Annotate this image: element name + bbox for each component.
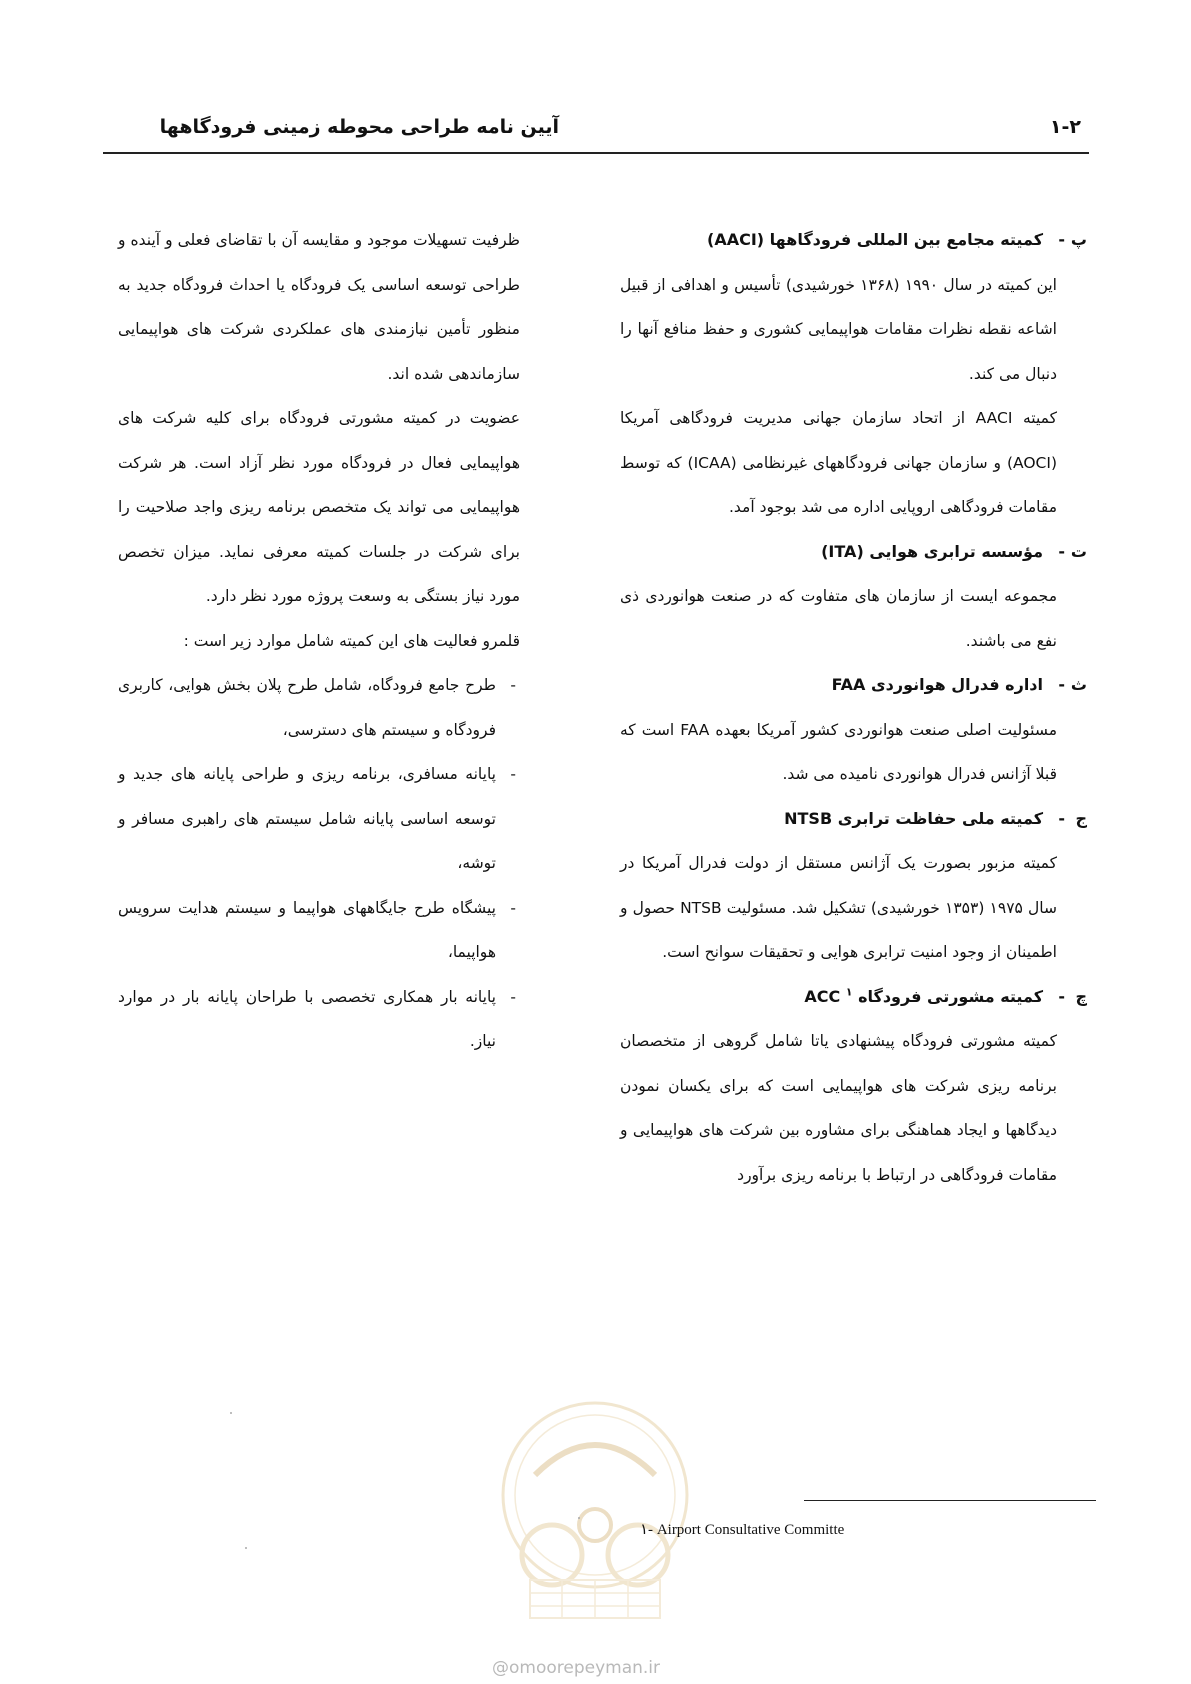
section-letter: ت <box>1070 541 1087 561</box>
section-letter: ث <box>1070 675 1087 694</box>
list-item <box>118 886 520 975</box>
section-dash: - <box>1058 541 1065 561</box>
section-title: اداره فدرال هوانوردی FAA <box>831 675 1043 694</box>
paragraph: کمیته مزبور بصورت یک آژانس مستقل از دولت فدرال آمریکا در سال ۱۹۷۵ (۱۳۵۳ خورشیدی) تشکیل شد. مسئولیت NTSB حصول و اطمینان از وجود امنیت ترابری هوایی و تحقیقات سوانح است. <box>620 854 1057 961</box>
section-ita <box>620 530 1087 664</box>
paragraph: کمیته مشورتی فرودگاه پیشنهادی یاتا شامل گروهی از متخصصان برنامه ریزی شرکت های هواپیمایی است که برای یکسان نمودن دیدگاهها و ایجاد هماهنگی برای مشاوره بین شرکت های هواپیمایی و مقامات فرودگاهی در ارتباط با برنامه ریزی برآورد <box>620 1032 1057 1184</box>
list-item <box>118 663 520 752</box>
footnote-divider <box>804 1500 1096 1501</box>
section-aaci <box>620 218 1087 530</box>
bullet-mark: - <box>510 898 516 917</box>
section-letter: ج <box>1075 808 1087 828</box>
footnote-mark[interactable]: ۱ <box>845 985 853 999</box>
section-body <box>620 1019 1087 1197</box>
section-faa <box>620 663 1087 797</box>
paragraph: کمیته AACI از اتحاد سازمان جهانی مدیریت فرودگاهی آمریکا (AOCI) و سازمان جهانی فرودگاههای غیرنظامی (ICAA) که توسط مقامات فرودگاهی اروپایی اداره می شد بوجود آمد. <box>620 409 1057 516</box>
paragraph: قلمرو فعالیت های این کمیته شامل موارد زیر است : <box>183 631 520 650</box>
page-header <box>103 112 1089 154</box>
left-column <box>118 218 520 1064</box>
paragraph: عضویت در کمیته مشورتی فرودگاه برای کلیه شرکت های هواپیمایی فعال در فرودگاه مورد نظر آزاد است. هر شرکت هواپیمایی می تواند یک متخصص برنامه ریزی واجد صلاحیت را برای شرکت در جلسات کمیته معرفی نماید. میزان تخصص مورد نیاز بستگی به وسعت پروژه مورد نظر دارد. <box>118 409 520 605</box>
list-item-text: طرح جامع فرودگاه، شامل طرح پلان بخش هوایی، کاربری فرودگاه و سیستم های دسترسی، <box>118 676 496 739</box>
footnote-text: Airport Consultative Committe <box>656 1522 845 1538</box>
section-dash: - <box>1058 230 1065 249</box>
section-dash: - <box>1058 675 1065 694</box>
section-dash: - <box>1058 986 1065 1006</box>
page-number: ۱-۲ <box>1049 116 1081 138</box>
section-body <box>620 263 1087 530</box>
list-item <box>118 752 520 886</box>
section-letter: چ <box>1075 986 1087 1006</box>
watermark-seal-icon <box>490 1395 700 1625</box>
footnote-number: ۱- <box>640 1522 654 1538</box>
section-title: کمیته مشورتی فرودگاه ACC <box>804 986 1043 1006</box>
list-item-text: پایانه بار همکاری تخصصی با طراحان پایانه بار در موارد نیاز. <box>118 987 496 1050</box>
section-title: کمیته مجامع بین المللی فرودگاهها (AACI) <box>707 230 1043 249</box>
paragraph: ظرفیت تسهیلات موجود و مقایسه آن با تقاضای فعلی و آینده و طراحی توسعه اساسی یک فرودگاه یا احداث فرودگاه جدید به منظور تأمین نیازمندی های عملکردی شرکت های هواپیمایی سازماندهی شده اند. <box>118 231 520 383</box>
section-body <box>620 708 1087 797</box>
bullet-mark: - <box>510 676 516 694</box>
scan-speck <box>578 1517 580 1519</box>
section-body <box>620 841 1087 975</box>
right-column <box>620 218 1087 1197</box>
section-letter: پ <box>1070 230 1087 249</box>
section-dash: - <box>1058 808 1065 828</box>
section-heading <box>620 663 1087 708</box>
footnote <box>640 1520 844 1539</box>
section-heading <box>620 218 1087 263</box>
bullet-list <box>118 663 520 1064</box>
section-title: مؤسسه ترابری هوایی (ITA) <box>821 541 1043 561</box>
bullet-mark: - <box>510 765 516 783</box>
paragraph: مسئولیت اصلی صنعت هوانوردی کشور آمریکا بعهده FAA است که قبلا آژانس فدرال هوانوردی نامیده می شد. <box>620 720 1057 783</box>
paragraph: این کمیته در سال ۱۹۹۰ (۱۳۶۸ خورشیدی) تأسیس و اهدافی از قبیل اشاعه نقطه نظرات مقامات هواپیمایی کشوری و حفظ منافع آنها را دنبال می کند. <box>620 275 1057 383</box>
scan-speck <box>230 1412 232 1414</box>
bullet-mark: - <box>510 987 516 1006</box>
scan-speck <box>245 1547 247 1549</box>
section-heading <box>620 975 1087 1020</box>
section-body <box>620 574 1087 663</box>
section-acc <box>620 975 1087 1198</box>
list-item-text: پیشگاه طرح جایگاههای هواپیما و سیستم هدایت سرویس هواپیما، <box>118 898 496 961</box>
section-heading <box>620 797 1087 842</box>
section-title: کمیته ملی حفاظت ترابری NTSB <box>784 808 1043 828</box>
list-item <box>118 975 520 1064</box>
section-ntsb <box>620 797 1087 975</box>
running-title: آیین نامه طراحی محوطه زمینی فرودگاهها <box>159 116 559 138</box>
paragraph: مجموعه ایست از سازمان های متفاوت که در صنعت هوانوردی ذی نفع می باشند. <box>620 587 1057 650</box>
section-heading <box>620 530 1087 575</box>
list-item-text: پایانه مسافری، برنامه ریزی و طراحی پایانه های جدید و توسعه اساسی پایانه شامل سیستم های راهبری مسافر و توشه، <box>118 765 496 872</box>
watermark-site: @omoorepeyman.ir <box>492 1658 661 1678</box>
